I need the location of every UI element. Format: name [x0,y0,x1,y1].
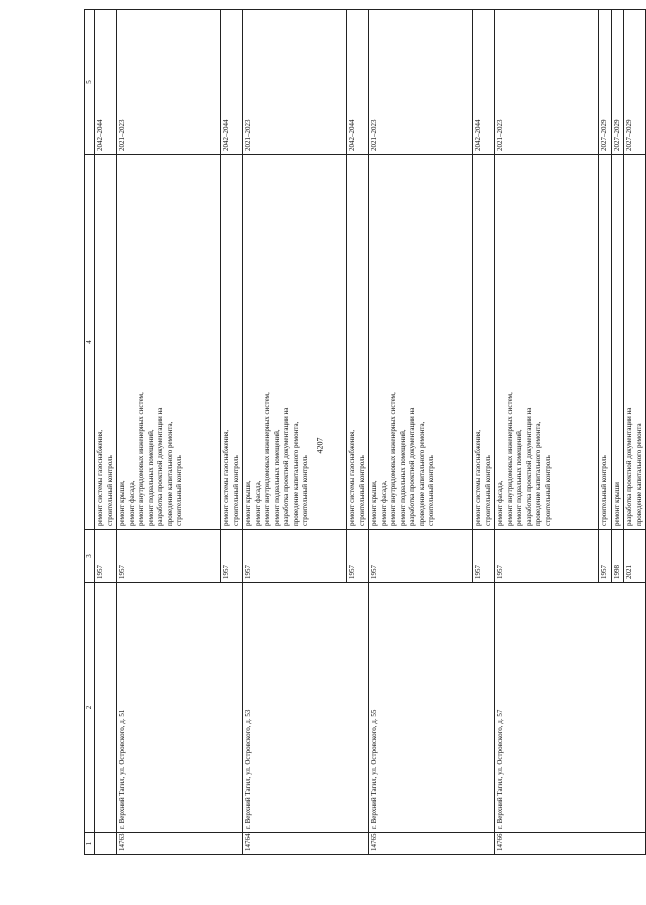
works-line: ремонт системы газоснабжения, [96,429,104,526]
header-row [85,10,95,855]
works-line: проведение капитального ремонта, [291,421,300,526]
period-cell: 2021–2023 [243,10,347,155]
works-line: ремонт системы газоснабжения, [348,429,356,526]
works-line: ремонт фасада, [496,480,504,526]
period-cell: 2042–2044 [221,10,243,155]
works-line: ремонт крыши, [118,480,126,526]
period-cell: 2021–2023 [117,10,221,155]
column-header-4: 4 [85,155,95,530]
works-line: ремонт фасада, [253,480,262,526]
works-line: строительный контроль [357,455,366,526]
works-line: ремонт внутридомовых инженерных систем, [505,392,514,526]
period-cell: 2027–2029 [624,10,646,155]
works-line: строительный контроль [427,455,435,526]
works-line: разработка проектной документации на [282,407,290,526]
works-cell [369,155,473,530]
works-line: ремонт подвальных помещений, [398,429,407,526]
works-line: проведение капитального ремонта, [534,421,542,526]
works-line: ремонт крыши [612,482,621,526]
works-line: строительный контроль [543,455,552,526]
period-cell: 2042–2044 [95,10,117,155]
capital-repair-table [84,9,646,855]
works-cell [347,155,369,530]
works-line: ремонт подвальных помещений, [515,429,523,526]
works-line: строительный контроль [301,455,309,526]
address-cell: г. Верхний Тагил, ул. Островского, д. 53 [243,583,369,833]
year-cell: 2021 [624,530,646,583]
works-line: ремонт крыши, [244,480,252,526]
works-line: ремонт системы газоснабжения, [222,429,230,526]
number-cell [95,833,117,855]
address-cell: г. Верхний Тагил, ул. Островского, д. 51 [117,583,243,833]
period-cell: 2042–2044 [473,10,495,155]
works-cell [624,155,646,530]
year-cell: 1957 [473,530,495,583]
works-line: ремонт внутридомовых инженерных систем, [263,392,271,526]
works-cell [599,155,612,530]
year-cell: 1957 [369,530,473,583]
address-cell: г. Верхний Тагил, ул. Островского, д. 57 [495,583,646,833]
table-row [243,10,347,855]
period-cell: 2021–2023 [369,10,473,155]
year-cell: 1957 [221,530,243,583]
table-row [117,10,221,855]
number-cell: 14764. [243,833,369,855]
year-cell: 1957 [95,530,117,583]
works-cell [495,155,599,530]
year-cell: 1957 [117,530,221,583]
works-line: строительный контроль [483,455,492,526]
works-line: разработка проектной документации на [625,407,633,526]
number-cell: 14766. [495,833,646,855]
table-row [369,10,473,855]
column-header-1: 1 [85,833,95,855]
column-header-2: 2 [85,583,95,833]
rotated-table-sheet [84,10,643,855]
works-line: ремонт фасада, [127,480,136,526]
works-cell [243,155,347,530]
works-line: проведение капитального ремонта, [417,421,426,526]
works-line: строительный контроль [175,455,183,526]
page-number: 4207 [315,437,325,454]
year-cell: 1957 [347,530,369,583]
works-line: строительный контроль [600,455,608,526]
period-cell: 2042–2044 [347,10,369,155]
works-line: разработка проектной документации на [156,407,164,526]
number-cell: 14763. [117,833,243,855]
year-cell: 1957 [243,530,347,583]
period-cell: 2027–2029 [611,10,624,155]
works-cell [117,155,221,530]
works-line: ремонт внутридомовых инженерных систем, [389,392,397,526]
carry-over-row [95,10,117,855]
column-header-5: 5 [85,10,95,155]
works-line: ремонт внутридомовых инженерных систем, [137,392,145,526]
period-cell: 2027–2029 [599,10,612,155]
year-cell: 1957 [495,530,599,583]
column-header-3: 3 [85,530,95,583]
works-cell [473,155,495,530]
period-cell: 2021–2023 [495,10,599,155]
year-cell: 1957 [599,530,612,583]
works-line: ремонт системы газоснабжения, [474,429,482,526]
works-cell [611,155,624,530]
works-line: проведение капитального ремонта [634,423,643,526]
works-line: ремонт фасада, [379,480,388,526]
works-line: ремонт подвальных помещений, [146,429,155,526]
works-cell [221,155,243,530]
works-line: ремонт крыши, [370,480,378,526]
works-line: строительный контроль [105,455,114,526]
address-cell: г. Верхний Тагил, ул. Островского, д. 55 [369,583,495,833]
works-line: проведение капитального ремонта, [165,421,174,526]
year-cell: 1998 [611,530,624,583]
works-line: разработка проектной документации на [524,407,533,526]
number-cell: 14765. [369,833,495,855]
works-line: строительный контроль [231,455,240,526]
table-row [495,10,599,855]
works-line: ремонт подвальных помещений, [272,429,281,526]
address-cell [95,583,117,833]
works-cell [95,155,117,530]
works-line: разработка проектной документации на [408,407,416,526]
